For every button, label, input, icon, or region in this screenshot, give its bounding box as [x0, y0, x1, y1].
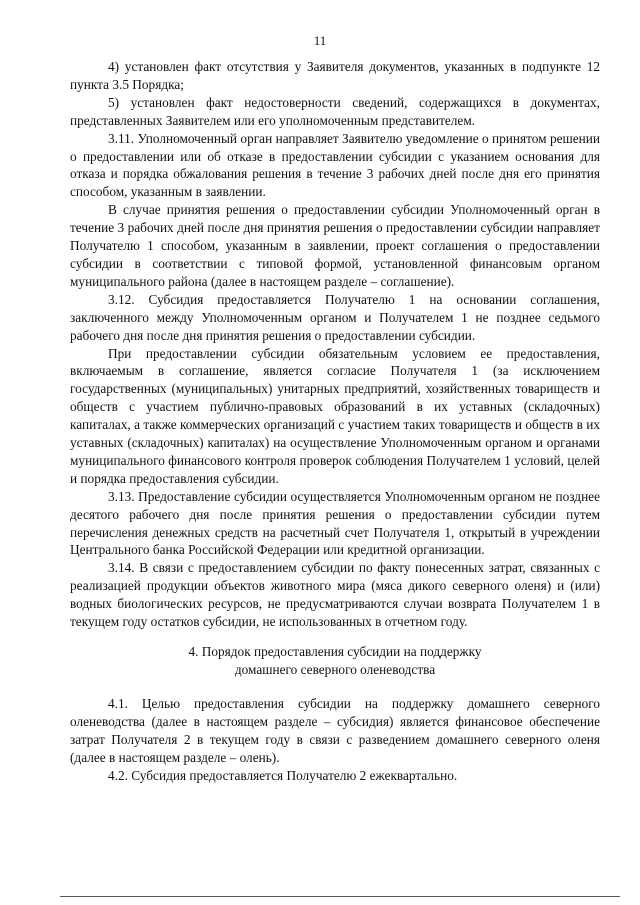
paragraph-4-2: 4.2. Субсидия предоставляется Получателю 2 ежеквартально. — [108, 767, 458, 783]
paragraph-3-12: 3.12. Субсидия предоставляется Получателю 1 на основании соглашения, заключенного между Уполномоченным органом и Получателем 1 не позднее седьмого рабочего дня после дня принятия решения о предоставлении субсидии. — [70, 291, 600, 343]
document-body — [70, 58, 600, 785]
paragraph-3-12-condition: При предоставлении субсидии обязательным условием ее предоставления, включаемым в соглашение, является согласие Получателя 1 (за исключением государственных (муниципальных) унитарных предприятий, хозяйственных товариществ и обществ с участием публично-правовых образований в их уставных (складочных) капиталах, а также коммерческих организаций с участием таких товариществ и обществ в их уставных (складочных) капиталах) на осуществление Уполномоченным органом и органами муниципального финансового контроля проверок соблюдения Получателем 1 условий, целей и порядка предоставления субсидии. — [70, 345, 600, 486]
paragraph-4-1: 4.1. Целью предоставления субсидии на поддержку домашнего северного оленеводства (далее в настоящем разделе – субсидия) является финансовое обеспечение затрат Получателя 2 в текущем году в связи с разведением домашнего северного оленя (далее в настоящем разделе – олень). — [70, 696, 600, 765]
section-4-heading — [70, 643, 600, 679]
paragraph-3-14: 3.14. В связи с предоставлением субсидии по факту понесенных затрат, связанных с реализацией продукции объектов животного мира (мяса дикого северного оленя) и (или) водных биологических ресурсов, не предусматриваются случаи возврата Получателем 1 в текущем году остатков субсидии, не использованных в отчетном году. — [70, 560, 600, 630]
section-4-heading-line-2: домашнего северного оленеводства — [234, 662, 436, 677]
paragraph-item-4: 4) установлен факт отсутствия у Заявителя документов, указанных в подпункте 12 пункта 3.5 Порядка; — [70, 59, 600, 92]
section-4-heading-line-1: 4. Порядок предоставления субсидии на поддержку — [188, 644, 482, 659]
paragraph-3-11: 3.11. Уполномоченный орган направляет Заявителю уведомление о принятом решении о предоставлении или об отказе в предоставлении субсидии с указанием основания для отказа и порядка обжалования решения в течение 3 рабочих дней после дня его принятия способом, указанным в заявлении. — [70, 130, 600, 200]
page-number: 11 — [313, 33, 327, 48]
page-bottom-divider — [60, 896, 620, 897]
paragraph-3-11-agreement: В случае принятия решения о предоставлении субсидии Уполномоченный орган в течение 3 рабочих дней после дня принятия решения о предоставлении субсидии направляет Получателю 1 способом, указанным в заявлении, проект соглашения о предоставлении субсидии в соответствии с типовой формой, установленной финансовым органом муниципального района (далее в настоящем разделе – соглашение). — [70, 202, 600, 289]
paragraph-item-5: 5) установлен факт недостоверности сведений, содержащихся в документах, представленных Заявителем или его уполномоченным представителем. — [70, 94, 600, 128]
paragraph-3-13: 3.13. Предоставление субсидии осуществляется Уполномоченным органом не позднее десятого рабочего дня после принятия решения о предоставлении субсидии путем перечисления денежных средств на расчетный счет Получателя 1, открытый в учреждении Центрального банка Российской Федерации или кредитной организации. — [70, 488, 600, 558]
